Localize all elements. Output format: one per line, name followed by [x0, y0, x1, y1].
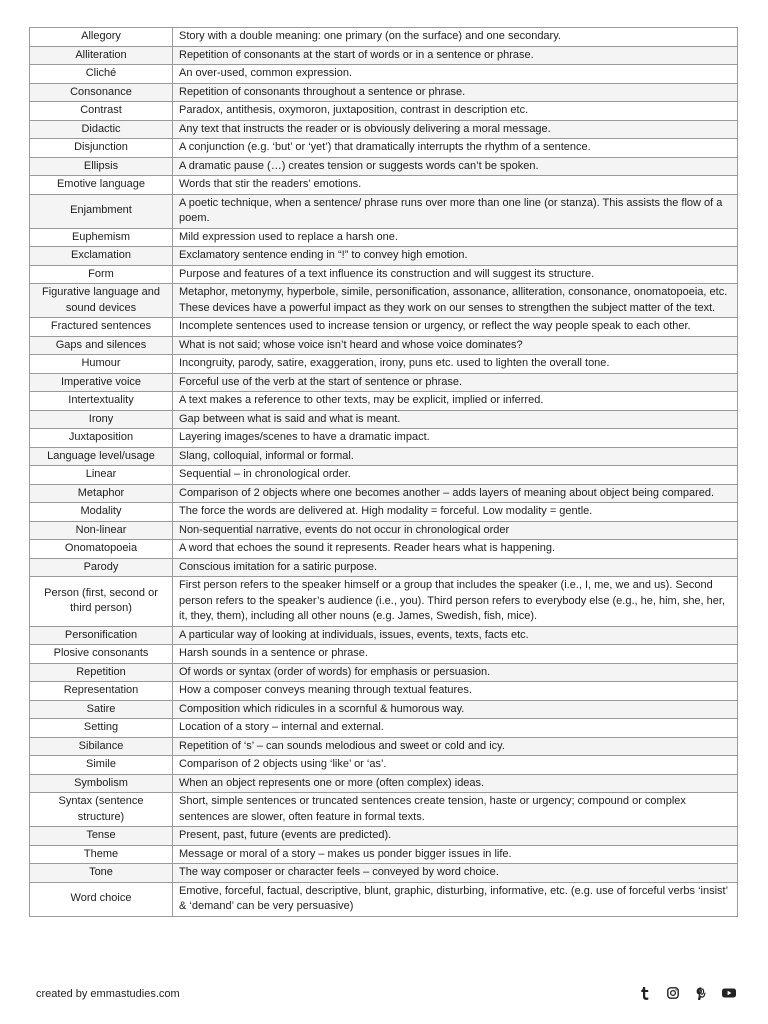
- table-row: [30, 540, 738, 559]
- table-row: [30, 318, 738, 337]
- definition-cell: Mild expression used to replace a harsh one.: [173, 228, 738, 247]
- term-cell: Disjunction: [30, 139, 173, 158]
- definition-cell: Purpose and features of a text influence its construction and will suggest its structure.: [173, 265, 738, 284]
- definition-cell: Slang, colloquial, informal or formal.: [173, 447, 738, 466]
- glossary-body: [30, 28, 738, 917]
- table-row: [30, 793, 738, 827]
- definition-cell: The way composer or character feels – conveyed by word choice.: [173, 864, 738, 883]
- definition-cell: Non-sequential narrative, events do not occur in chronological order: [173, 521, 738, 540]
- table-row: [30, 176, 738, 195]
- definition-cell: Forceful use of the verb at the start of sentence or phrase.: [173, 373, 738, 392]
- table-row: [30, 447, 738, 466]
- term-cell: Setting: [30, 719, 173, 738]
- definition-cell: A text makes a reference to other texts, may be explicit, implied or inferred.: [173, 392, 738, 411]
- table-row: [30, 827, 738, 846]
- term-cell: Parody: [30, 558, 173, 577]
- social-links: [638, 986, 736, 1000]
- definition-cell: An over-used, common expression.: [173, 65, 738, 84]
- tumblr-icon[interactable]: [638, 986, 652, 1000]
- table-row: [30, 682, 738, 701]
- table-row: [30, 284, 738, 318]
- term-cell: Plosive consonants: [30, 645, 173, 664]
- definition-cell: A conjunction (e.g. ‘but’ or ‘yet’) that dramatically interrupts the rhythm of a sentence.: [173, 139, 738, 158]
- table-row: [30, 139, 738, 158]
- definition-cell: Emotive, forceful, factual, descriptive, blunt, graphic, disturbing, informative, etc. (e.g. use of forceful verbs ‘insist’ & ‘demand’ can be very persuasive): [173, 882, 738, 916]
- table-row: [30, 577, 738, 627]
- table-row: [30, 355, 738, 374]
- table-row: [30, 864, 738, 883]
- table-row: [30, 46, 738, 65]
- definition-cell: Any text that instructs the reader or is obviously delivering a moral message.: [173, 120, 738, 139]
- instagram-icon[interactable]: [666, 986, 680, 1000]
- term-cell: Linear: [30, 466, 173, 485]
- term-cell: Enjambment: [30, 194, 173, 228]
- table-row: [30, 65, 738, 84]
- definition-cell: Gap between what is said and what is meant.: [173, 410, 738, 429]
- term-cell: Intertextuality: [30, 392, 173, 411]
- definition-cell: Repetition of consonants at the start of words or in a sentence or phrase.: [173, 46, 738, 65]
- term-cell: Symbolism: [30, 774, 173, 793]
- term-cell: Repetition: [30, 663, 173, 682]
- term-cell: Form: [30, 265, 173, 284]
- definition-cell: The force the words are delivered at. High modality = forceful. Low modality = gentle.: [173, 503, 738, 522]
- term-cell: Modality: [30, 503, 173, 522]
- definition-cell: Paradox, antithesis, oxymoron, juxtaposition, contrast in description etc.: [173, 102, 738, 121]
- youtube-icon[interactable]: [722, 986, 736, 1000]
- table-row: [30, 663, 738, 682]
- table-row: [30, 558, 738, 577]
- term-cell: Juxtaposition: [30, 429, 173, 448]
- definition-cell: Story with a double meaning: one primary (on the surface) and one secondary.: [173, 28, 738, 47]
- table-row: [30, 83, 738, 102]
- definition-cell: A poetic technique, when a sentence/ phrase runs over more than one line (or stanza). This assists the flow of a poem.: [173, 194, 738, 228]
- term-cell: Metaphor: [30, 484, 173, 503]
- table-row: [30, 845, 738, 864]
- table-row: [30, 429, 738, 448]
- table-row: [30, 626, 738, 645]
- table-row: [30, 882, 738, 916]
- definition-cell: A dramatic pause (…) creates tension or suggests words can’t be spoken.: [173, 157, 738, 176]
- table-row: [30, 265, 738, 284]
- table-row: [30, 28, 738, 47]
- definition-cell: Repetition of ‘s’ – can sounds melodious and sweet or cold and icy.: [173, 737, 738, 756]
- term-cell: Contrast: [30, 102, 173, 121]
- term-cell: Non-linear: [30, 521, 173, 540]
- definition-cell: Present, past, future (events are predicted).: [173, 827, 738, 846]
- table-row: [30, 737, 738, 756]
- definition-cell: Incongruity, parody, satire, exaggeration, irony, puns etc. used to lighten the overall tone.: [173, 355, 738, 374]
- term-cell: Allegory: [30, 28, 173, 47]
- term-cell: Representation: [30, 682, 173, 701]
- table-row: [30, 373, 738, 392]
- term-cell: Syntax (sentence structure): [30, 793, 173, 827]
- definition-cell: Location of a story – internal and external.: [173, 719, 738, 738]
- table-row: [30, 521, 738, 540]
- term-cell: Ellipsis: [30, 157, 173, 176]
- term-cell: Exclamation: [30, 247, 173, 266]
- table-row: [30, 410, 738, 429]
- glossary-table: [29, 27, 738, 917]
- table-row: [30, 102, 738, 121]
- definition-cell: What is not said; whose voice isn’t heard and whose voice dominates?: [173, 336, 738, 355]
- term-cell: Word choice: [30, 882, 173, 916]
- definition-cell: Conscious imitation for a satiric purpose.: [173, 558, 738, 577]
- term-cell: Tense: [30, 827, 173, 846]
- table-row: [30, 336, 738, 355]
- term-cell: Tone: [30, 864, 173, 883]
- term-cell: Satire: [30, 700, 173, 719]
- definition-cell: Composition which ridicules in a scornful & humorous way.: [173, 700, 738, 719]
- table-row: [30, 466, 738, 485]
- table-row: [30, 484, 738, 503]
- footer-credit: created by emmastudies.com: [36, 988, 180, 1000]
- definition-cell: Incomplete sentences used to increase tension or urgency, or reflect the way people speak to each other.: [173, 318, 738, 337]
- table-row: [30, 719, 738, 738]
- definition-cell: Comparison of 2 objects where one becomes another – adds layers of meaning about object being compared.: [173, 484, 738, 503]
- definition-cell: Exclamatory sentence ending in “!” to convey high emotion.: [173, 247, 738, 266]
- term-cell: Person (first, second or third person): [30, 577, 173, 627]
- table-row: [30, 157, 738, 176]
- term-cell: Figurative language and sound devices: [30, 284, 173, 318]
- term-cell: Cliché: [30, 65, 173, 84]
- term-cell: Theme: [30, 845, 173, 864]
- definition-cell: How a composer conveys meaning through textual features.: [173, 682, 738, 701]
- table-row: [30, 700, 738, 719]
- term-cell: Sibilance: [30, 737, 173, 756]
- term-cell: Fractured sentences: [30, 318, 173, 337]
- definition-cell: Repetition of consonants throughout a sentence or phrase.: [173, 83, 738, 102]
- definition-cell: Metaphor, metonymy, hyperbole, simile, personification, assonance, alliteration, consonance, onomatopoeia, etc. These devices have a powerful impact as they work on our senses to strengthen the subject matter of the text.: [173, 284, 738, 318]
- table-row: [30, 392, 738, 411]
- table-row: [30, 774, 738, 793]
- definition-cell: Comparison of 2 objects using ‘like’ or ‘as’.: [173, 756, 738, 775]
- definition-cell: A word that echoes the sound it represents. Reader hears what is happening.: [173, 540, 738, 559]
- term-cell: Alliteration: [30, 46, 173, 65]
- definition-cell: Message or moral of a story – makes us ponder bigger issues in life.: [173, 845, 738, 864]
- definition-cell: Words that stir the readers’ emotions.: [173, 176, 738, 195]
- table-row: [30, 120, 738, 139]
- definition-cell: First person refers to the speaker himself or a group that includes the speaker (i.e., I, me, we and us). Second person refers to the speaker’s audience (i.e., you). Third person refers to everybody else (e.g., he, him, she, her, it, they, them), including all other nouns (e.g. James, Swedish, fish, mice).: [173, 577, 738, 627]
- table-row: [30, 503, 738, 522]
- definition-cell: When an object represents one or more (often complex) ideas.: [173, 774, 738, 793]
- definition-cell: Short, simple sentences or truncated sentences create tension, haste or urgency; compound or complex sentences are slower, often feature in formal texts.: [173, 793, 738, 827]
- definition-cell: A particular way of looking at individuals, issues, events, texts, facts etc.: [173, 626, 738, 645]
- term-cell: Simile: [30, 756, 173, 775]
- table-row: [30, 228, 738, 247]
- definition-cell: Of words or syntax (order of words) for emphasis or persuasion.: [173, 663, 738, 682]
- term-cell: Didactic: [30, 120, 173, 139]
- term-cell: Emotive language: [30, 176, 173, 195]
- definition-cell: Sequential – in chronological order.: [173, 466, 738, 485]
- table-row: [30, 756, 738, 775]
- table-row: [30, 645, 738, 664]
- term-cell: Imperative voice: [30, 373, 173, 392]
- table-row: [30, 247, 738, 266]
- term-cell: Language level/usage: [30, 447, 173, 466]
- pinterest-icon[interactable]: [694, 986, 708, 1000]
- term-cell: Humour: [30, 355, 173, 374]
- term-cell: Irony: [30, 410, 173, 429]
- table-row: [30, 194, 738, 228]
- term-cell: Euphemism: [30, 228, 173, 247]
- definition-cell: Layering images/scenes to have a dramatic impact.: [173, 429, 738, 448]
- definition-cell: Harsh sounds in a sentence or phrase.: [173, 645, 738, 664]
- term-cell: Onomatopoeia: [30, 540, 173, 559]
- term-cell: Personification: [30, 626, 173, 645]
- term-cell: Gaps and silences: [30, 336, 173, 355]
- term-cell: Consonance: [30, 83, 173, 102]
